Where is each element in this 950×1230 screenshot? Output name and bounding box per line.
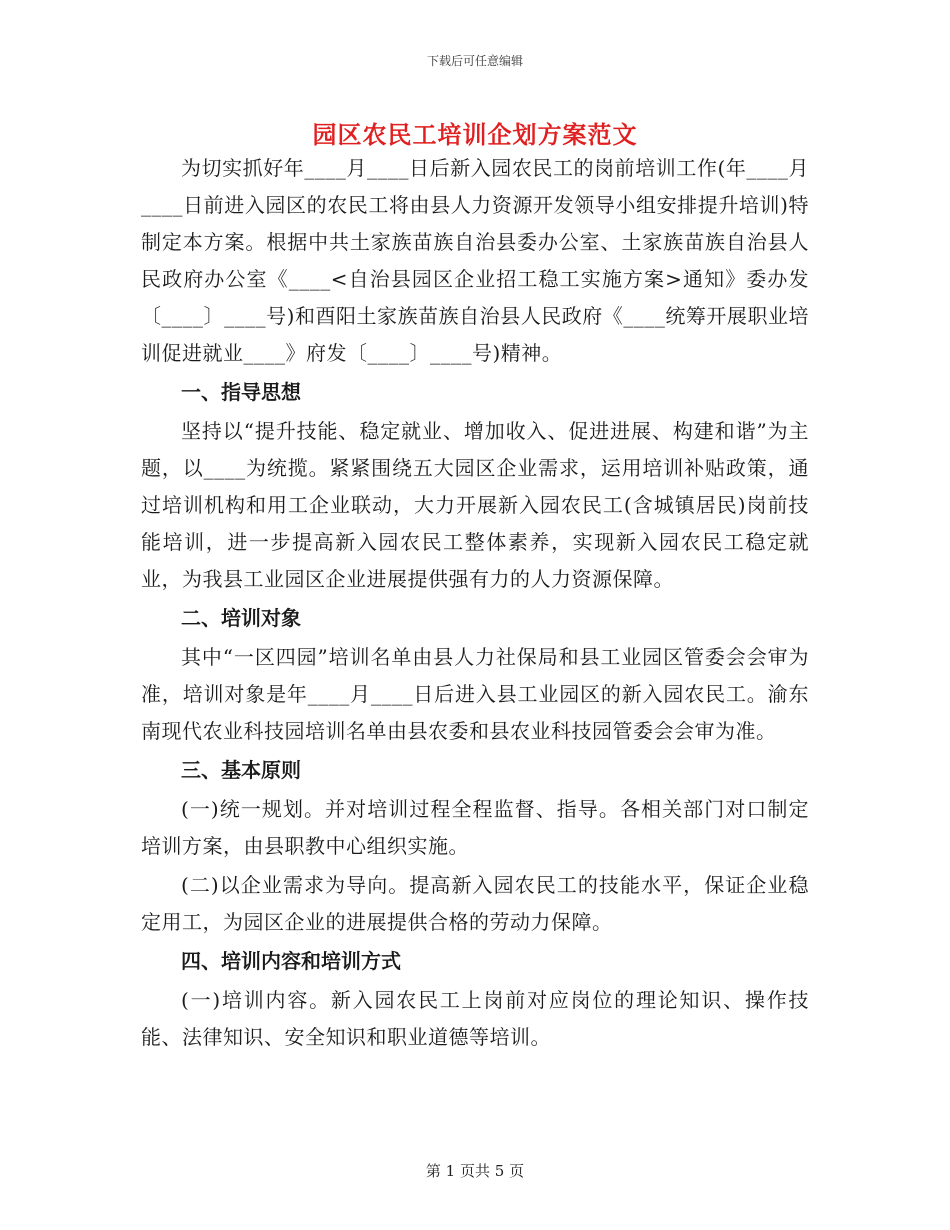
- section-paragraph: 其中“一区四园”培训名单由县人力社保局和县工业园区管委会会审为准，培训对象是年____月____日后进入县工业园区的新入园农民工。渝东南现代农业科技园培训名单由县农委和县农业科技园管委会会审为准。: [141, 645, 809, 743]
- header-note: 下载后可任意编辑: [426, 54, 523, 68]
- section-guiding-ideology: [141, 374, 809, 598]
- section-paragraph: 坚持以“提升技能、稳定就业、增加收入、促进进展、构建和谐”为主题，以____为统揽。紧紧围绕五大园区企业需求，运用培训补贴政策，通过培训机构和用工企业联动，大力开展新入园农民工(含城镇居民)岗前技能培训，进一步提高新入园农民工整体素养，实现新入园农民工稳定就业，为我县工业园区企业进展提供强有力的人力资源保障。: [141, 419, 809, 591]
- section-basic-principles: [141, 752, 809, 941]
- section-heading: 一、指导思想: [181, 380, 301, 404]
- section-paragraph: (一)培训内容。新入园农民工上岗前对应岗位的理论知识、操作技能、法律知识、安全知识和职业道德等培训。: [141, 988, 809, 1049]
- section-paragraph: (一)统一规划。并对培训过程全程监督、指导。各相关部门对口制定培训方案，由县职教中心组织实施。: [141, 797, 809, 858]
- section-heading: 四、培训内容和培训方式: [181, 949, 401, 973]
- section-heading: 二、培训对象: [181, 606, 301, 630]
- page-number: 第 1 页共 5 页: [425, 1162, 525, 1180]
- intro-paragraph: 为切实抓好年____月____日后新入园农民工的岗前培训工作(年____月____日前进入园区的农民工将由县人力资源开发领导小组安排提升培训)特制定本方案。根据中共土家族苗族自治县委办公室、土家族苗族自治县人民政府办公室《____<自治县园区企业招工稳工实施方案>通知》委办发〔____〕____号)和酉阳土家族苗族自治县人民政府《____统筹开展职业培训促进就业____》府发〔____〕____号)精神。: [141, 156, 809, 365]
- section-training-targets: [141, 600, 809, 750]
- section-paragraph: (二)以企业需求为导向。提高新入园农民工的技能水平，保证企业稳定用工，为园区企业的进展提供合格的劳动力保障。: [141, 873, 809, 934]
- section-training-content: [141, 943, 809, 1056]
- section-heading: 三、基本原则: [181, 758, 301, 782]
- document-title: 园区农民工培训企划方案范文: [312, 120, 638, 149]
- document-body: [141, 150, 809, 1058]
